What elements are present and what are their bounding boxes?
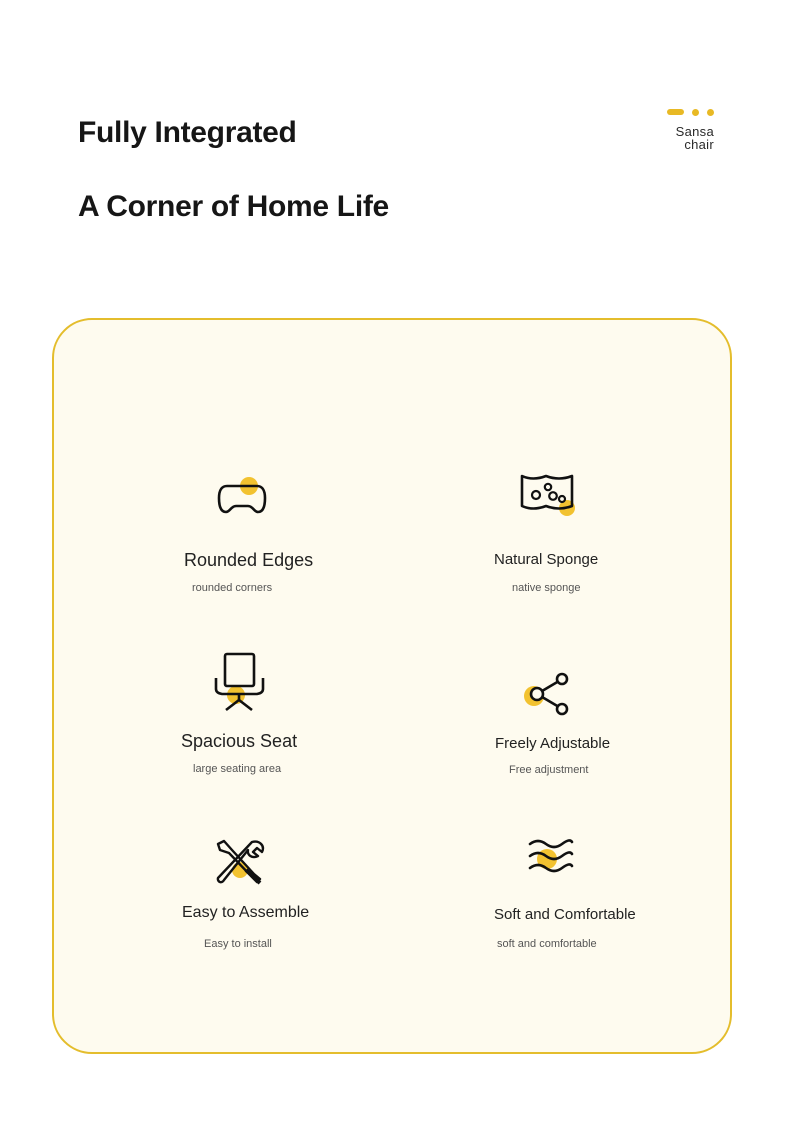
heading-line-1: Fully Integrated <box>78 116 297 149</box>
features-panel <box>52 318 732 1054</box>
feature-easy-to-assemble <box>172 836 412 986</box>
feature-freely-adjustable <box>474 670 714 820</box>
feature-spacious-seat <box>172 652 412 802</box>
brand-name: Sansa chair <box>675 124 714 152</box>
feature-subtitle: Free adjustment <box>509 764 589 776</box>
sponge-icon <box>516 470 576 530</box>
feature-subtitle: Easy to install <box>204 938 272 950</box>
feature-title: Soft and Comfortable <box>494 906 636 923</box>
feature-subtitle: rounded corners <box>192 582 273 594</box>
chair-icon <box>210 652 270 712</box>
tools-icon <box>210 836 270 896</box>
feature-natural-sponge <box>474 470 714 620</box>
feature-title: Easy to Assemble <box>182 904 310 921</box>
feature-title: Rounded Edges <box>184 550 314 570</box>
feature-title: Natural Sponge <box>494 551 599 568</box>
feature-subtitle: soft and comfortable <box>497 938 597 950</box>
feature-subtitle: native sponge <box>512 582 581 594</box>
brand-dots-icon <box>654 108 714 116</box>
feature-title: Freely Adjustable <box>495 735 611 752</box>
rounded-edges-icon <box>212 470 272 530</box>
feature-rounded-edges <box>172 470 412 620</box>
feature-title: Spacious Seat <box>181 731 298 751</box>
share-nodes-icon <box>520 670 580 730</box>
feature-soft-and-comfortable <box>474 834 714 984</box>
feature-subtitle: large seating area <box>193 763 282 775</box>
heading-line-2: A Corner of Home Life <box>78 190 389 223</box>
brand-logo <box>654 108 714 151</box>
waves-icon <box>524 834 584 894</box>
